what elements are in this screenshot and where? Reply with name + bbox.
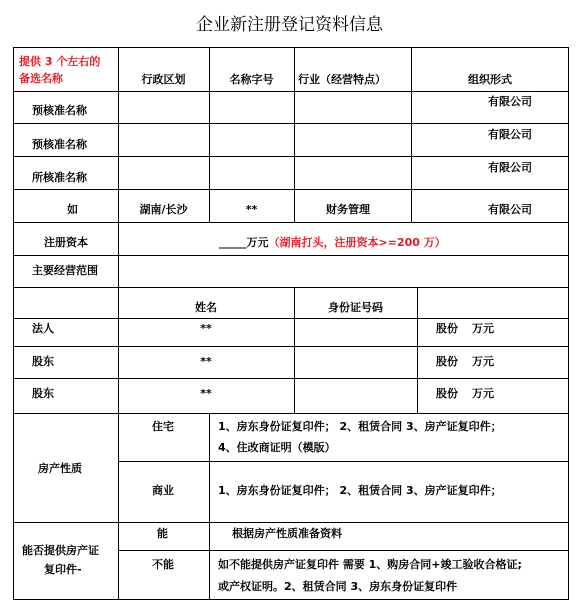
certificate-label-line2: 复印件-: [44, 563, 82, 576]
row-divider: [13, 318, 569, 319]
name-row-2-org: 有限公司: [488, 128, 532, 141]
share-label: 股份: [436, 355, 458, 368]
region-header: 行政区划: [141, 73, 186, 86]
name-row-1-org: 有限公司: [488, 95, 532, 108]
residential-docs-line2: 4、住改商证明（模版）: [218, 441, 336, 454]
name-row-2-label: 预核准名称: [32, 138, 87, 151]
person-3-role: 股东: [32, 387, 54, 400]
example-name-code: **: [245, 203, 258, 216]
col-divider: [417, 287, 418, 413]
row-divider: [118, 550, 569, 551]
person-1-share: [436, 322, 494, 336]
commercial-type: 商业: [152, 484, 174, 497]
person-1-name: **: [200, 322, 212, 335]
person-name-header: 姓名: [195, 301, 217, 314]
person-3-name: **: [200, 387, 212, 400]
capital-note: （湖南打头，注册资本>=200 万）: [268, 236, 446, 249]
col-divider: [118, 222, 119, 287]
industry-header: 行业（经营特点）: [298, 73, 386, 86]
names-note-line1: 提供 3 个左右的: [19, 55, 101, 68]
share-label: 股份: [436, 322, 458, 335]
row-divider: [13, 378, 569, 379]
row-divider: [13, 91, 569, 92]
person-1-role: 法人: [32, 322, 54, 335]
row-divider: [13, 123, 569, 124]
example-region: 湖南/长沙: [139, 203, 188, 216]
certificate-yes-text: 根据房产性质准备资料: [232, 527, 342, 540]
capital-amount: _____万元: [219, 236, 269, 249]
row-divider: [13, 287, 569, 288]
name-code-header: 名称字号: [229, 73, 274, 86]
certificate-no-line2: 或产权证明。2、租赁合同 3、房东身份证复印件: [218, 580, 458, 593]
share-unit: 万元: [472, 387, 494, 400]
example-org: 有限公司: [488, 203, 532, 216]
share-label: 股份: [436, 387, 458, 400]
name-row-1-label: 预核准名称: [32, 104, 87, 117]
residential-type: 住宅: [152, 420, 174, 433]
residential-docs-line1: 1、房东身份证复印件； 2、租赁合同 3、房产证复印件；: [218, 420, 502, 433]
person-3-share: [436, 387, 494, 401]
name-row-3-label: 所核准名称: [32, 171, 87, 184]
row-divider: [13, 413, 569, 414]
certificate-no-line1: 如不能提供房产证复印件 需要 1、购房合同+竣工验收合格证;: [218, 558, 522, 571]
row-divider: [13, 255, 569, 256]
capital-label: 注册资本: [44, 236, 88, 249]
commercial-docs-line1: 1、房东身份证复印件； 2、租赁合同 3、房产证复印件；: [218, 484, 502, 497]
name-row-3-org: 有限公司: [488, 161, 532, 174]
row-divider: [13, 189, 569, 190]
example-label: 如: [67, 203, 78, 216]
row-divider: [13, 222, 569, 223]
row-divider: [13, 156, 569, 157]
scope-label: 主要经营范围: [32, 264, 98, 277]
org-form-header: 组织形式: [468, 73, 512, 86]
row-divider: [13, 522, 569, 523]
share-unit: 万元: [472, 322, 494, 335]
example-industry: 财务管理: [326, 203, 370, 216]
person-2-name: **: [200, 355, 212, 368]
certificate-label-line1: 能否提供房产证: [22, 544, 99, 557]
person-2-share: [436, 355, 494, 369]
col-divider: [209, 413, 210, 600]
property-label: 房产性质: [38, 462, 82, 475]
names-note-line2: 备选名称: [19, 72, 63, 85]
col-divider: [294, 47, 295, 222]
page-title: 企业新注册登记资料信息: [196, 15, 383, 35]
certificate-yes-answer: 能: [157, 527, 168, 540]
row-divider: [118, 461, 569, 462]
capital-value: [219, 236, 446, 250]
person-id-header: 身份证号码: [328, 301, 383, 314]
person-2-role: 股东: [32, 355, 54, 368]
certificate-no-answer: 不能: [152, 558, 174, 571]
row-divider: [13, 346, 569, 347]
share-unit: 万元: [472, 355, 494, 368]
